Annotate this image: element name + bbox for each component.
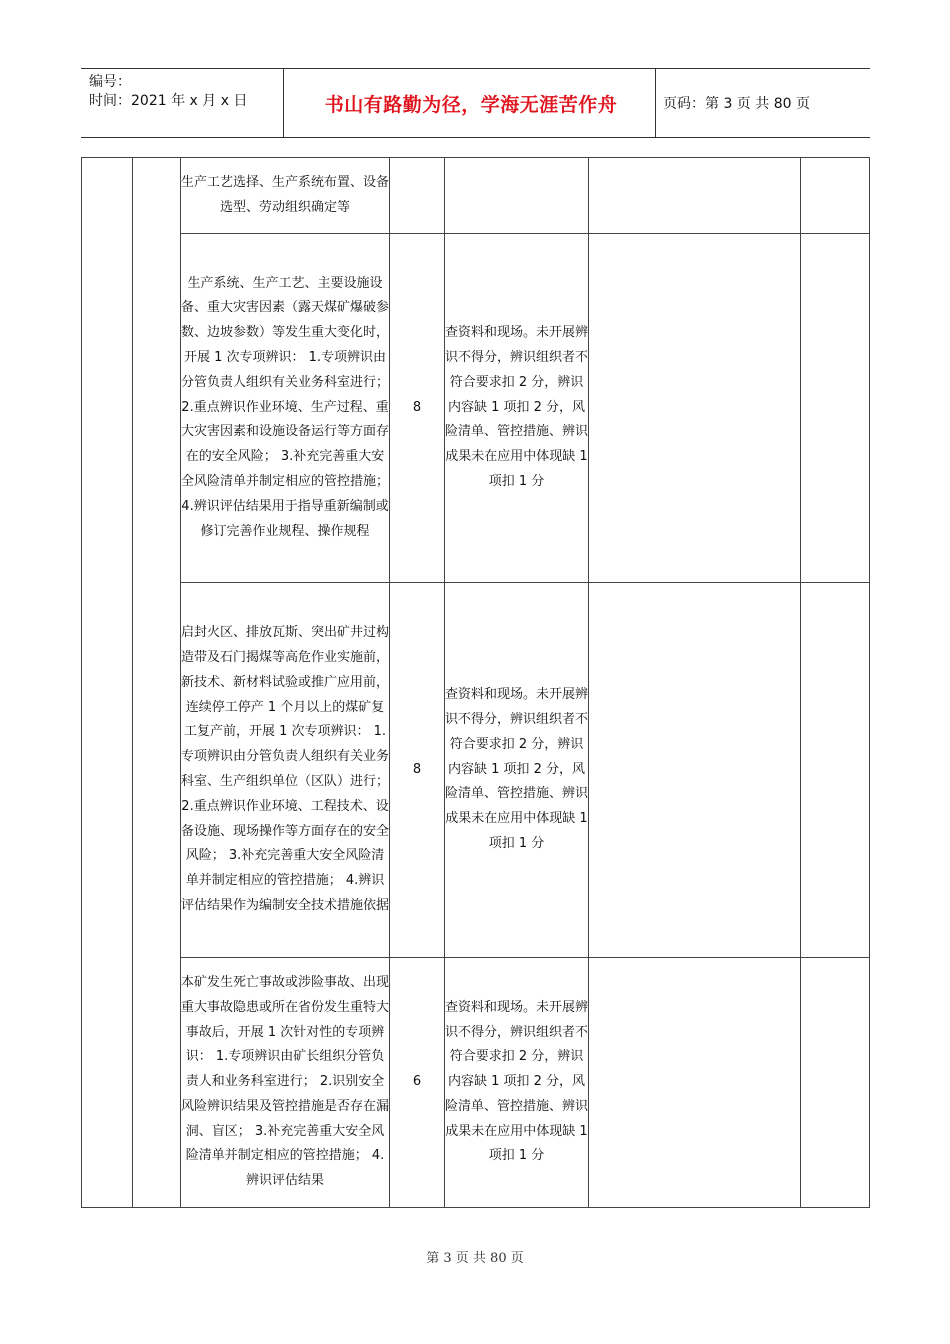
header-divider: [283, 69, 284, 137]
points-cell: [801, 958, 870, 1208]
assessment-table: [81, 157, 870, 1208]
category-cell: [82, 158, 133, 1208]
item-cell: 生产系统、生产工艺、主要设施设备、重大灾害因素（露天煤矿爆破参数、边坡参数）等发生重大变化时，开展 1 次专项辨识： 1.专项辨识由分管负责人组织有关业务科室进行； 2.重点辨识作业环境、生产过程、重大灾害因素和设施设备运行等方面存在的安全风险； 3.补充完善重大安全风险清单并制定相应的管控措施； 4.辨识评估结果用于指导重新编制或修订完善作业规程、操作规程: [181, 234, 390, 583]
header-divider: [655, 69, 656, 137]
time-label: 时间：2021 年 x 月 x 日: [89, 93, 248, 109]
score-cell: 6: [390, 958, 445, 1208]
result-cell: [589, 234, 801, 583]
code-label: 编号：: [89, 74, 131, 90]
table-row: [82, 958, 870, 1208]
header-page-info: 页码：第 3 页 共 80 页: [663, 96, 810, 112]
result-cell: [589, 158, 801, 234]
item-cell: 启封火区、排放瓦斯、突出矿井过构造带及石门揭煤等高危作业实施前，新技术、新材料试验或推广应用前，连续停工停产 1 个月以上的煤矿复工复产前，开展 1 次专项辨识： 1.专项辨识由分管负责人组织有关业务科室、生产组织单位（区队）进行； 2.重点辨识作业环境、工程技术、设备设施、现场操作等方面存在的安全风险； 3.补充完善重大安全风险清单并制定相应的管控措施； 4.辨识评估结果作为编制安全技术措施依据: [181, 583, 390, 958]
method-cell: 查资料和现场。未开展辨识不得分，辨识组织者不符合要求扣 2 分，辨识内容缺 1 项扣 2 分，风险清单、管控措施、辨识成果未在应用中体现缺 1 项扣 1 分: [445, 583, 589, 958]
item-cell: 本矿发生死亡事故或涉险事故、出现重大事故隐患或所在省份发生重特大事故后，开展 1 次针对性的专项辨识： 1.专项辨识由矿长组织分管负责人和业务科室进行； 2.识别安全风险辨识结果及管控措施是否存在漏洞、盲区； 3.补充完善重大安全风险清单并制定相应的管控措施； 4.辨识评估结果: [181, 958, 390, 1208]
result-cell: [589, 958, 801, 1208]
score-cell: [390, 158, 445, 234]
header-motto: 书山有路勤为径，学海无涯苦作舟: [324, 93, 618, 116]
points-cell: [801, 583, 870, 958]
result-cell: [589, 583, 801, 958]
page-header: [81, 68, 870, 138]
subcategory-cell: [133, 158, 181, 1208]
item-cell: 生产工艺选择、生产系统布置、设备选型、劳动组织确定等: [181, 158, 390, 234]
score-cell: 8: [390, 234, 445, 583]
method-cell: 查资料和现场。未开展辨识不得分，辨识组织者不符合要求扣 2 分，辨识内容缺 1 项扣 2 分，风险清单、管控措施、辨识成果未在应用中体现缺 1 项扣 1 分: [445, 958, 589, 1208]
table-row: [82, 234, 870, 583]
page-footer: 第 3 页 共 80 页: [426, 1251, 524, 1266]
method-cell: [445, 158, 589, 234]
method-cell: 查资料和现场。未开展辨识不得分，辨识组织者不符合要求扣 2 分，辨识内容缺 1 项扣 2 分，风险清单、管控措施、辨识成果未在应用中体现缺 1 项扣 1 分: [445, 234, 589, 583]
table-row: [82, 158, 870, 234]
points-cell: [801, 234, 870, 583]
score-cell: 8: [390, 583, 445, 958]
table-row: [82, 583, 870, 958]
points-cell: [801, 158, 870, 234]
header-meta: [89, 73, 247, 111]
